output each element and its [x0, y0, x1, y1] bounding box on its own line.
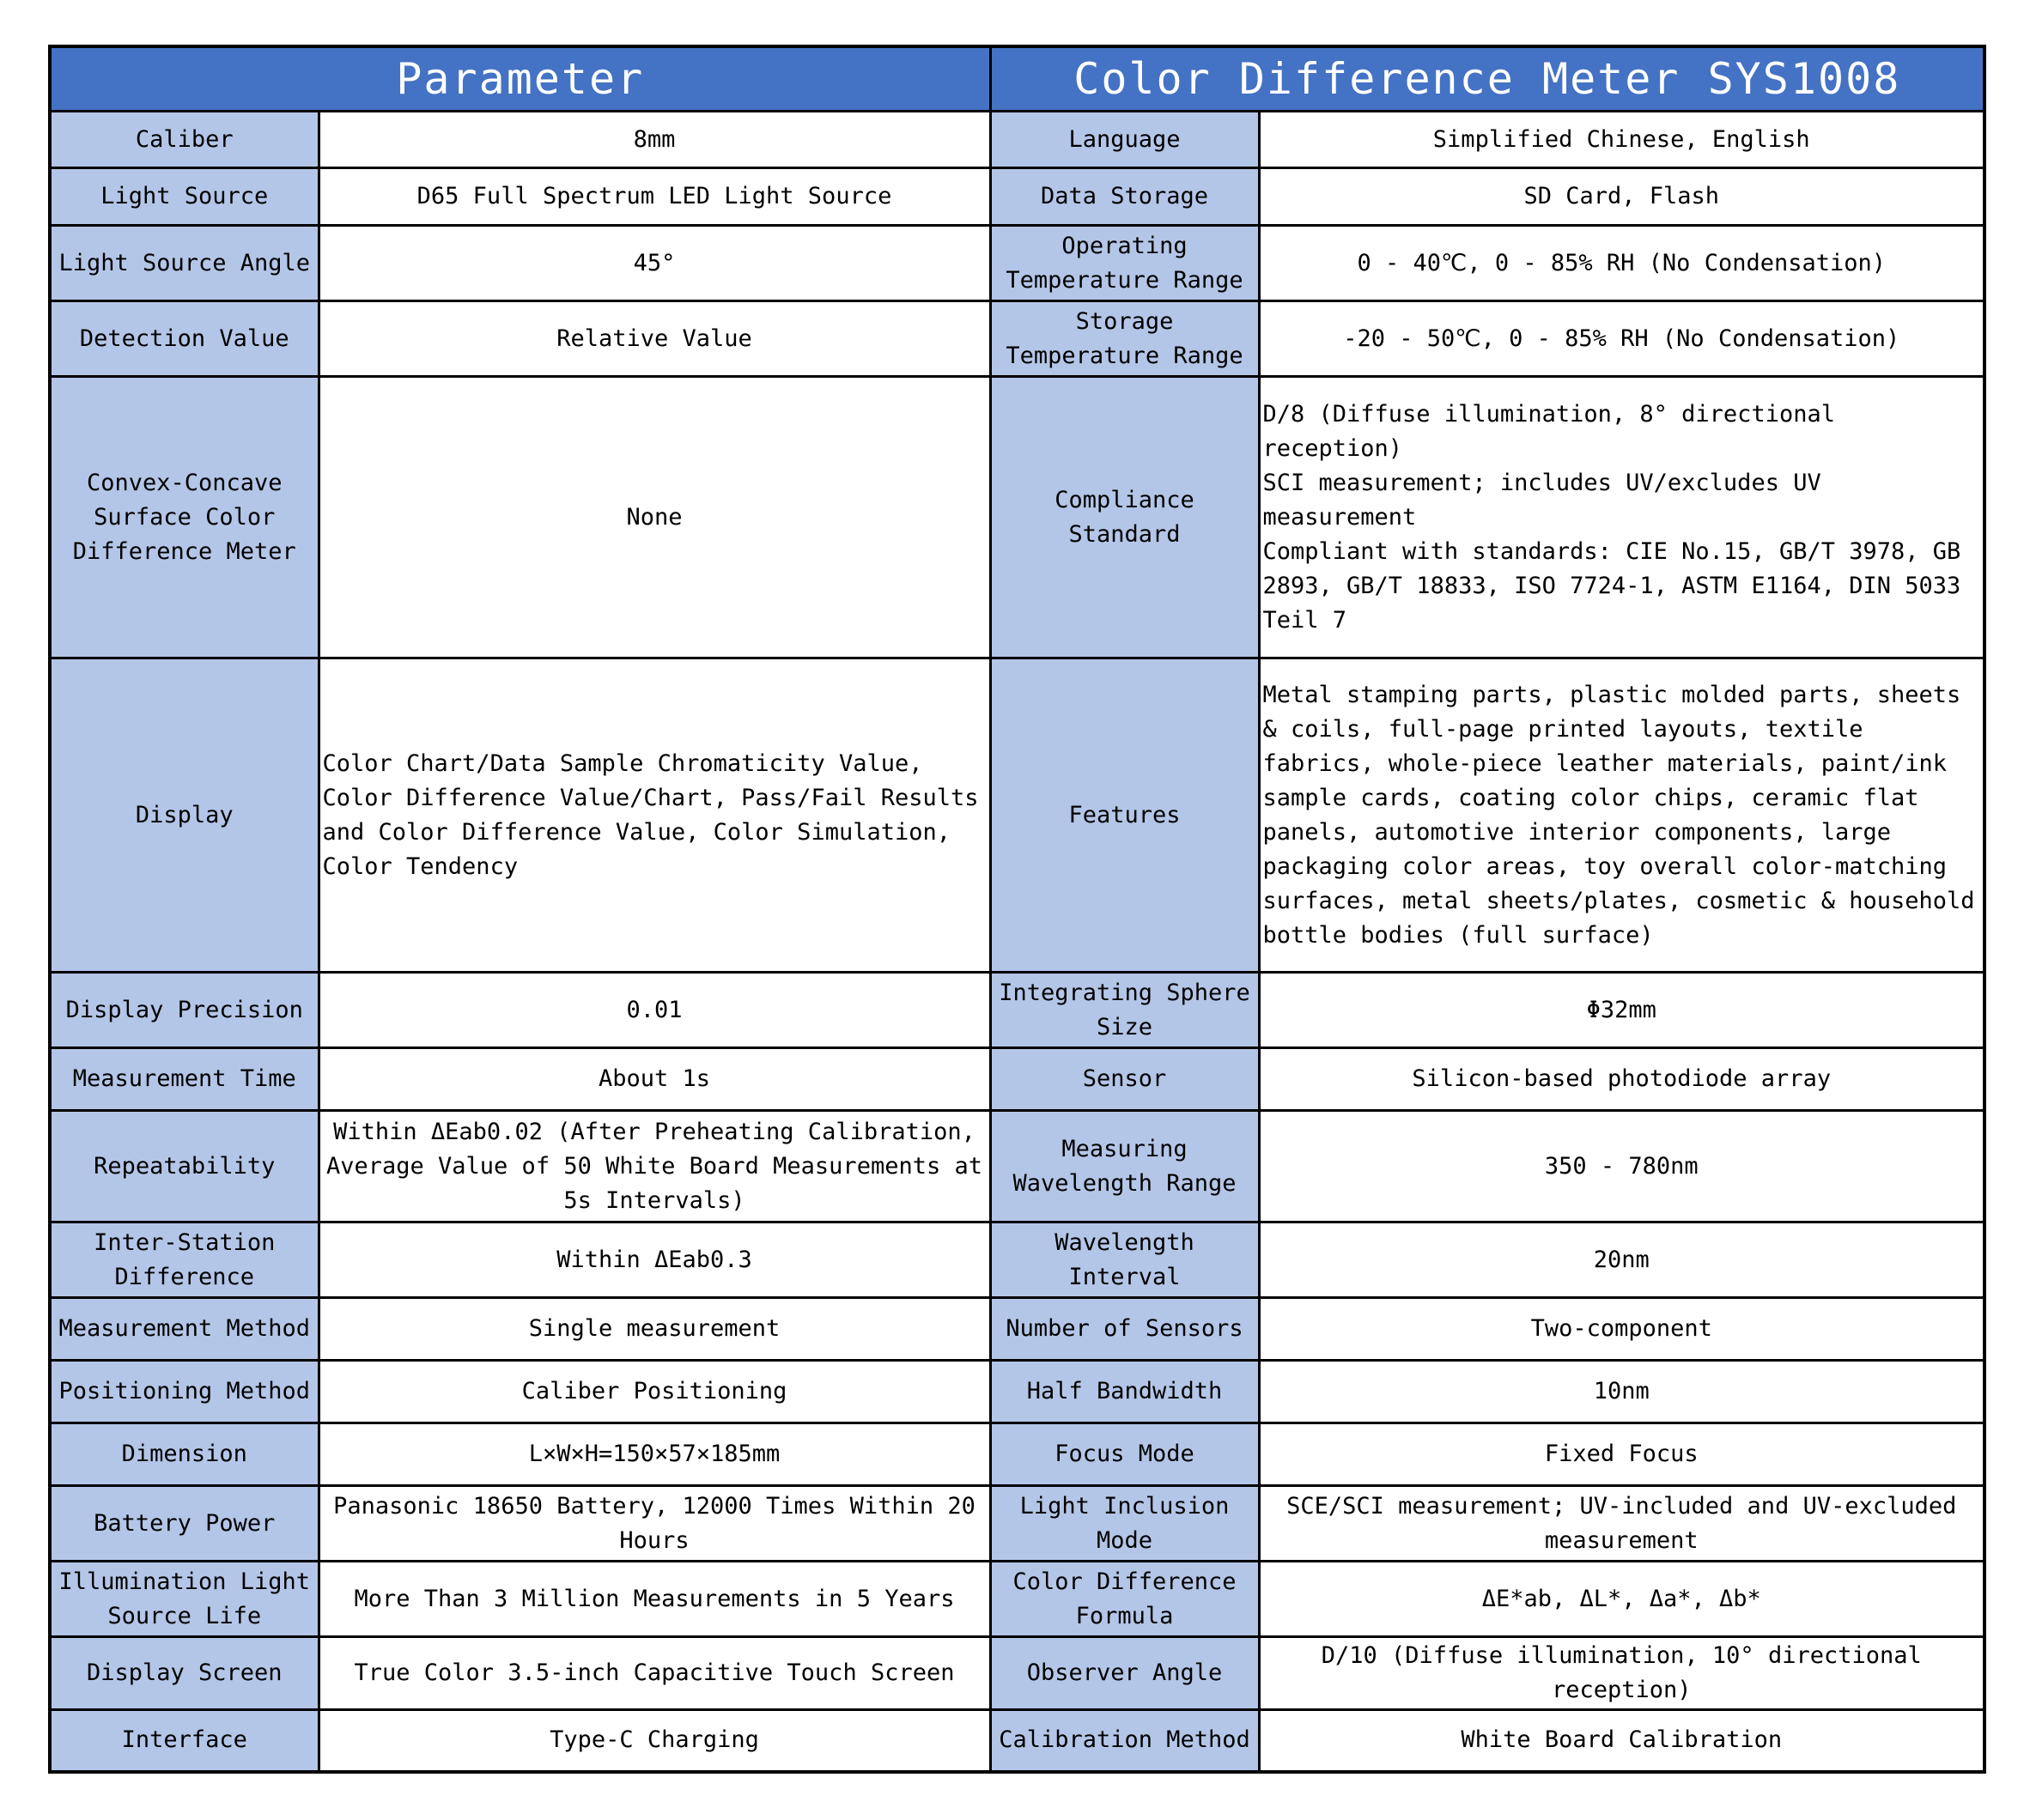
param-value: Within ΔEab0.3 [319, 1222, 990, 1298]
param-value: ΔE*ab, ΔL*, Δa*, Δb* [1259, 1562, 1984, 1637]
param-value: D/10 (Diffuse illumination, 10° directional reception) [1259, 1637, 1984, 1710]
param-value: Relative Value [319, 301, 990, 377]
param-value: 20nm [1259, 1222, 1984, 1298]
param-label: Inter-Station Difference [50, 1222, 319, 1298]
param-label: Operating Temperature Range [990, 226, 1259, 301]
param-label: Light Source Angle [50, 226, 319, 301]
param-value: True Color 3.5-inch Capacitive Touch Screen [319, 1637, 990, 1710]
param-value: 350 - 780nm [1259, 1111, 1984, 1222]
compliance-line: SCI measurement; includes UV/excludes UV measurement [1262, 469, 1821, 531]
param-label: Display [50, 658, 319, 973]
param-label: Light Source [50, 168, 319, 226]
compliance-standard-value [1259, 377, 1984, 658]
param-value: SD Card, Flash [1259, 168, 1984, 226]
table-row [50, 377, 1984, 658]
param-label: Display Precision [50, 973, 319, 1048]
param-label: Focus Mode [990, 1423, 1259, 1486]
param-value: 0.01 [319, 973, 990, 1048]
table-row [50, 1423, 1984, 1486]
table-row [50, 973, 1984, 1048]
param-value: Type-C Charging [319, 1710, 990, 1772]
param-label: Detection Value [50, 301, 319, 377]
param-value: Color Chart/Data Sample Chromaticity Value, Color Difference Value/Chart, Pass/Fail Results and Color Difference Value, Color Simulation, Color Tendency [319, 658, 990, 973]
compliance-line: Compliant with standards: CIE No.15, GB/T 3978, GB 2893, GB/T 18833, ISO 7724-1, ASTM E1164, DIN 5033 Teil 7 [1262, 537, 1961, 634]
param-label: Caliber [50, 112, 319, 168]
table-row [50, 1222, 1984, 1298]
table-row [50, 1637, 1984, 1710]
param-value: Metal stamping parts, plastic molded parts, sheets & coils, full-page printed layouts, textile fabrics, whole-piece leather materials, paint/ink sample cards, coating color chips, ceramic flat panels, automotive interior components, large packaging color areas, toy overall color-matching surfaces, metal sheets/plates, cosmetic & household bottle bodies (full surface) [1259, 658, 1984, 973]
param-value: None [319, 377, 990, 658]
param-value: About 1s [319, 1048, 990, 1111]
param-label: Battery Power [50, 1486, 319, 1562]
param-label: Illumination Light Source Life [50, 1562, 319, 1637]
table-row [50, 1361, 1984, 1423]
param-value: Silicon-based photodiode array [1259, 1048, 1984, 1111]
param-label: Measurement Time [50, 1048, 319, 1111]
param-value: Caliber Positioning [319, 1361, 990, 1423]
param-label: Repeatability [50, 1111, 319, 1222]
param-value: -20 - 50℃, 0 - 85% RH (No Condensation) [1259, 301, 1984, 377]
param-value: Two-component [1259, 1298, 1984, 1361]
param-label: Light Inclusion Mode [990, 1486, 1259, 1562]
table-row [50, 112, 1984, 168]
param-value: More Than 3 Million Measurements in 5 Years [319, 1562, 990, 1637]
table-row [50, 1048, 1984, 1111]
param-label: Sensor [990, 1048, 1259, 1111]
param-label: Half Bandwidth [990, 1361, 1259, 1423]
table-row [50, 226, 1984, 301]
param-label: Measuring Wavelength Range [990, 1111, 1259, 1222]
compliance-line: D/8 (Diffuse illumination, 8° directional reception) [1262, 400, 1835, 462]
param-label: Color Difference Formula [990, 1562, 1259, 1637]
param-value: L×W×H=150×57×185mm [319, 1423, 990, 1486]
param-label: Calibration Method [990, 1710, 1259, 1772]
table-row [50, 1486, 1984, 1562]
param-label: Number of Sensors [990, 1298, 1259, 1361]
param-value: White Board Calibration [1259, 1710, 1984, 1772]
param-label: Integrating Sphere Size [990, 973, 1259, 1048]
table-row [50, 1111, 1984, 1222]
param-value: 10nm [1259, 1361, 1984, 1423]
param-label: Language [990, 112, 1259, 168]
param-value: Simplified Chinese, English [1259, 112, 1984, 168]
table-row [50, 1298, 1984, 1361]
table-row [50, 658, 1984, 973]
param-label: Wavelength Interval [990, 1222, 1259, 1298]
param-label: Compliance Standard [990, 377, 1259, 658]
param-label: Positioning Method [50, 1361, 319, 1423]
param-label: Interface [50, 1710, 319, 1772]
header-product-title: Color Difference Meter SYS1008 [990, 46, 1984, 112]
param-value: Fixed Focus [1259, 1423, 1984, 1486]
param-label: Display Screen [50, 1637, 319, 1710]
param-value: Single measurement [319, 1298, 990, 1361]
param-value: SCE/SCI measurement; UV-included and UV-excluded measurement [1259, 1486, 1984, 1562]
table-row [50, 1562, 1984, 1637]
param-label: Data Storage [990, 168, 1259, 226]
param-value: 8mm [319, 112, 990, 168]
param-label: Storage Temperature Range [990, 301, 1259, 377]
header-parameter: Parameter [50, 46, 990, 112]
param-value: Panasonic 18650 Battery, 12000 Times Within 20 Hours [319, 1486, 990, 1562]
param-value: Φ32mm [1259, 973, 1984, 1048]
table-row [50, 1710, 1984, 1772]
param-label: Convex-Concave Surface Color Difference Meter [50, 377, 319, 658]
param-value: 0 - 40℃, 0 - 85% RH (No Condensation) [1259, 226, 1984, 301]
table-row [50, 301, 1984, 377]
param-value: Within ΔEab0.02 (After Preheating Calibration, Average Value of 50 White Board Measurements at 5s Intervals) [319, 1111, 990, 1222]
param-label: Observer Angle [990, 1637, 1259, 1710]
param-label: Measurement Method [50, 1298, 319, 1361]
spec-table [48, 45, 1986, 1774]
header-row [50, 46, 1984, 112]
param-label: Features [990, 658, 1259, 973]
param-label: Dimension [50, 1423, 319, 1486]
param-value: D65 Full Spectrum LED Light Source [319, 168, 990, 226]
table-row [50, 168, 1984, 226]
param-value: 45° [319, 226, 990, 301]
